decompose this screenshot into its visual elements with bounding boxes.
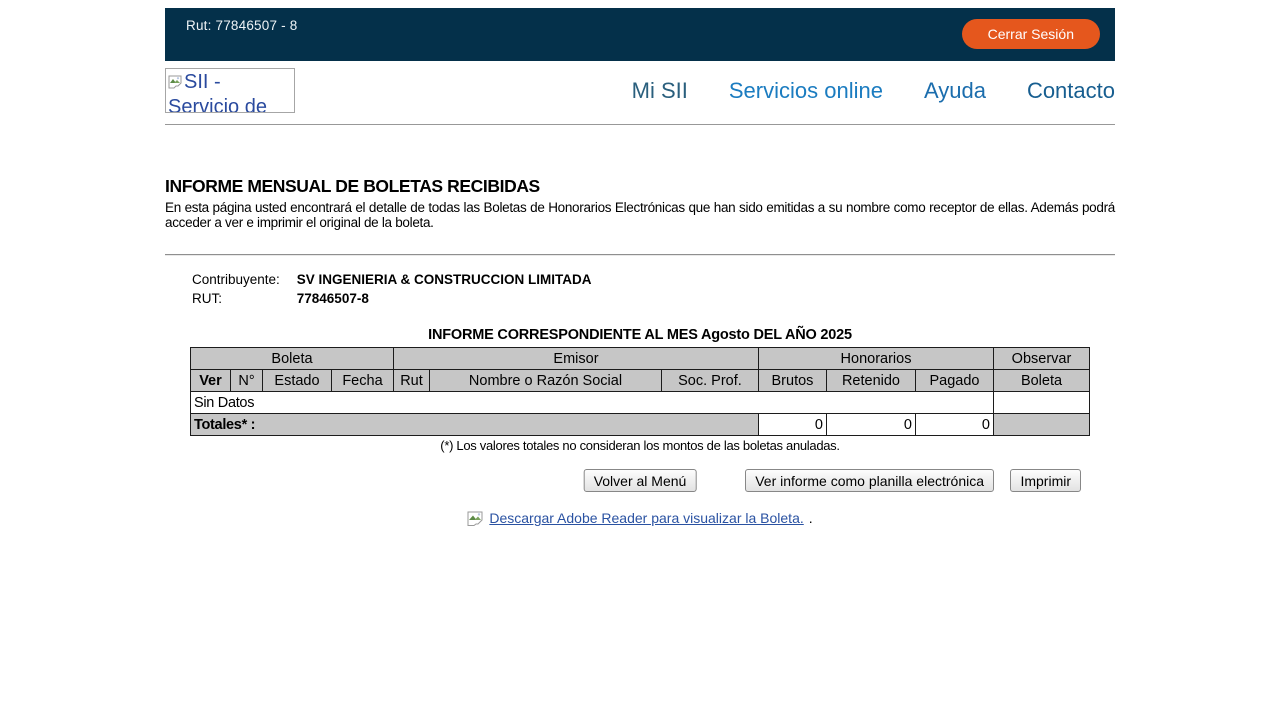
col-header-soc-prof: Soc. Prof. <box>661 370 758 392</box>
taxpayer-name-value: SV INGENIERIA & CONSTRUCCION LIMITADA <box>296 272 592 287</box>
group-header-observar: Observar <box>994 348 1090 370</box>
taxpayer-rut-value: 77846507-8 <box>296 291 369 306</box>
report-table-title: INFORME CORRESPONDIENTE AL MES Agosto DEL AÑO 2025 <box>428 327 852 343</box>
report-table <box>190 347 1090 436</box>
actions-row <box>165 469 1115 492</box>
page-container <box>165 8 1115 526</box>
col-header-retenido: Retenido <box>826 370 915 392</box>
empty-data-row <box>190 392 1089 414</box>
logo-alt-text: SII - Servicio de <box>168 71 267 113</box>
main-nav <box>632 78 1115 104</box>
column-header-row <box>190 370 1089 392</box>
session-rut-text: Rut: 77846507 - 8 <box>186 18 298 33</box>
totals-pagado-cell: 0 <box>915 414 993 436</box>
col-header-ver: Ver <box>190 370 230 392</box>
no-data-cell: Sin Datos <box>190 392 993 414</box>
col-header-boleta-obs: Boleta <box>994 370 1090 392</box>
totals-retenido-cell: 0 <box>826 414 915 436</box>
group-header-honorarios: Honorarios <box>758 348 993 370</box>
totals-brutos-cell: 0 <box>758 414 826 436</box>
col-header-pagado: Pagado <box>915 370 993 392</box>
nav-mi-sii[interactable]: Mi SII <box>631 77 688 103</box>
view-spreadsheet-button[interactable]: Ver informe como planilla electrónica <box>745 469 994 492</box>
totals-row <box>190 414 1089 436</box>
nav-contacto[interactable]: Contacto <box>1026 77 1115 103</box>
no-data-observar-cell <box>994 392 1090 414</box>
col-header-estado: Estado <box>262 370 331 392</box>
logout-button[interactable]: Cerrar Sesión <box>962 19 1100 49</box>
col-header-numero: N° <box>230 370 262 392</box>
col-header-razon-social: Nombre o Razón Social <box>429 370 661 392</box>
section-divider <box>165 254 1115 256</box>
col-header-rut: Rut <box>393 370 429 392</box>
nav-ayuda[interactable]: Ayuda <box>923 77 986 103</box>
nav-servicios-online[interactable]: Servicios online <box>728 77 883 103</box>
site-header <box>165 68 1115 113</box>
adobe-link-row <box>165 510 1115 526</box>
group-header-emisor: Emisor <box>393 348 758 370</box>
group-header-row <box>190 348 1089 370</box>
adobe-link-suffix: . <box>808 510 813 526</box>
taxpayer-rut-row <box>192 291 1115 306</box>
broken-image-icon <box>168 75 183 89</box>
broken-image-icon <box>467 511 484 526</box>
group-header-boleta: Boleta <box>190 348 393 370</box>
taxpayer-name-label: Contribuyente: <box>192 272 280 287</box>
col-header-brutos: Brutos <box>758 370 826 392</box>
page-description: En esta página usted encontrará el detalle de todas las Boletas de Honorarios Electrónicas que han sido emitidas a su nombre como receptor de ellas. Además podrá acceder a ver e imprimir el original de la boleta. <box>165 200 1115 230</box>
totals-observar-cell <box>994 414 1090 436</box>
adobe-reader-link[interactable]: Descargar Adobe Reader para visualizar la Boleta. <box>489 510 804 526</box>
col-header-fecha: Fecha <box>331 370 393 392</box>
taxpayer-name-row <box>192 272 1115 287</box>
totals-label-cell: Totales* : <box>190 414 758 436</box>
totals-footnote: (*) Los valores totales no consideran los montos de las boletas anuladas. <box>440 438 840 453</box>
back-to-menu-button[interactable]: Volver al Menú <box>584 469 697 492</box>
page-title: INFORME MENSUAL DE BOLETAS RECIBIDAS <box>165 176 540 196</box>
taxpayer-rut-label: RUT: <box>192 291 222 306</box>
topbar <box>165 8 1115 61</box>
taxpayer-block <box>192 272 1115 306</box>
print-button[interactable]: Imprimir <box>1010 469 1081 492</box>
sii-logo-broken-image[interactable] <box>165 68 295 113</box>
header-divider <box>165 124 1115 125</box>
